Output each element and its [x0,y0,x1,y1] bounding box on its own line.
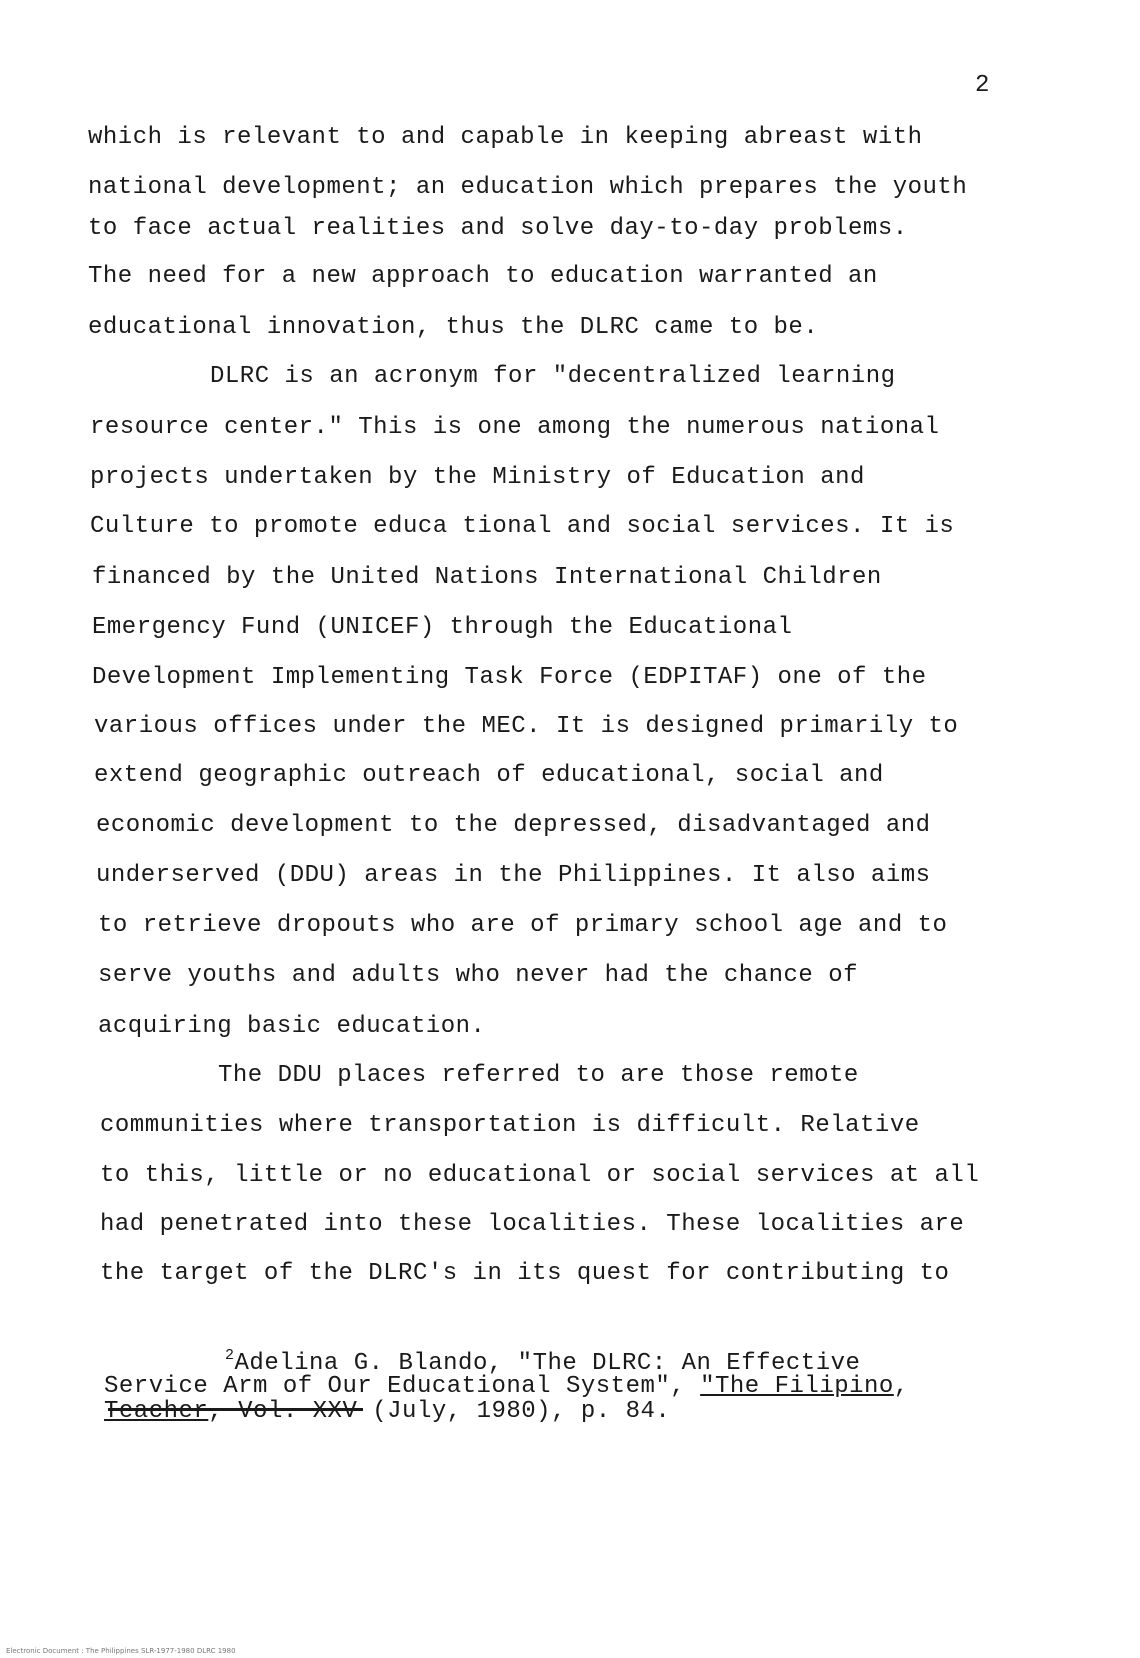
body-line: projects undertaken by the Ministry of Education and [90,464,865,491]
footnote-line [104,1398,670,1425]
footnote-text: Adelina G. Blando, "The DLRC: An Effective [234,1350,861,1377]
body-line: to retrieve dropouts who are of primary school age and to [98,912,948,939]
body-line: to face actual realities and solve day-to-day problems. [88,215,908,242]
footnote-journal-title: Teacher [104,1398,209,1425]
body-line: The need for a new approach to education warranted an [88,263,878,290]
footnote-text: , [893,1373,909,1400]
body-line: to this, little or no educational or social services at all [100,1162,980,1189]
body-line: national development; an education which prepares the youth [88,174,968,201]
body-line: economic development to the depressed, disadvantaged and [96,812,931,839]
body-line: serve youths and adults who never had the chance of [98,962,859,989]
body-line: Emergency Fund (UNICEF) through the Educational [92,614,793,641]
body-line: Culture to promote educa tional and social services. It is [90,513,955,540]
scan-footer: Electronic Document : The Philippines SLR-1977-1980 DLRC 1980 [6,1647,236,1655]
body-line: which is relevant to and capable in keeping abreast with [88,124,923,151]
body-line: communities where transportation is difficult. Relative [100,1112,920,1139]
body-line: resource center." This is one among the numerous national [90,414,940,441]
footnote-text: , Vol. XXV (July, 1980), p. 84. [208,1398,671,1425]
body-line: the target of the DLRC's in its quest for contributing to [100,1260,950,1287]
body-line: underserved (DDU) areas in the Philippines. It also aims [96,862,931,889]
body-line: educational innovation, thus the DLRC came to be. [88,314,819,341]
body-line: had penetrated into these localities. These localities are [100,1211,965,1238]
body-line: DLRC is an acronym for "decentralized learning [210,363,896,390]
footnote-line [104,1373,909,1400]
body-line: Development Implementing Task Force (EDPITAF) one of the [92,664,927,691]
body-line: The DDU places referred to are those remote [218,1062,859,1089]
footnote-text: Service Arm of Our Educational System", [104,1373,701,1400]
body-line: various offices under the MEC. It is designed primarily to [94,713,959,740]
footnote-journal-title: "The Filipino [700,1373,894,1400]
body-line: financed by the United Nations International Children [92,564,882,591]
footnote-marker: 2 [225,1347,235,1364]
page-number: 2 [975,72,990,99]
body-line: acquiring basic education. [98,1013,486,1040]
body-line: extend geographic outreach of educational, social and [94,762,884,789]
